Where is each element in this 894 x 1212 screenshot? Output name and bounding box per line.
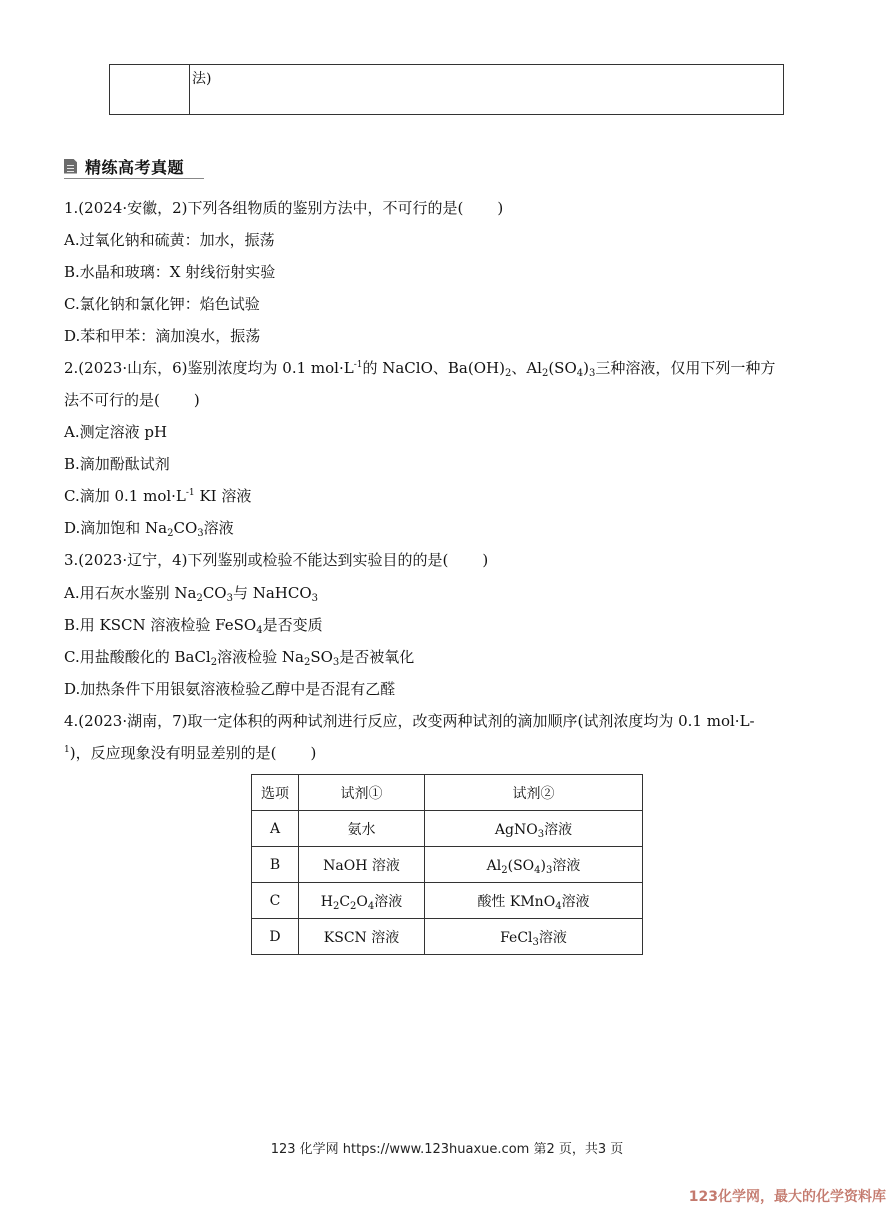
options-table (251, 774, 643, 955)
q1-option-b: B.水晶和玻璃：X 射线衍射实验 (64, 263, 276, 281)
q4-stem: 4.(2023·湖南，7)取一定体积的两种试剂进行反应，改变两种试剂的滴加顺序(试剂浓度均为 0.1 mol·L- (64, 712, 755, 730)
q3-option-d: D.加热条件下用银氨溶液检验乙醇中是否混有乙醛 (64, 680, 396, 698)
table-cell-reagent2: AgNO$_3$溶液 (425, 811, 643, 847)
q2-stem: 2.(2023·山东，6)鉴别浓度均为 0.1 $mol\cdot L^{-1}$的 NaClO、$Ba(OH)_2$、$Al_2(SO_4)_3$三种溶液，仅用下列一种方 (64, 359, 776, 379)
top-table-text-cell: 法) (192, 71, 212, 87)
q1-option-c: C.氯化钠和氯化钾：焰色试验 (64, 295, 260, 313)
table-cell-option: B (252, 847, 299, 883)
table-cell-reagent1: $H_2C_2O_4$溶液 (299, 883, 425, 919)
table-row (252, 919, 643, 955)
q4-stem-line2: $^1$)，反应现象没有明显差别的是( ) (64, 744, 317, 762)
top-table-empty-cell (110, 65, 190, 114)
q3-stem: 3.(2023·辽宁，4)下列鉴别或检验不能达到实验目的的是( ) (64, 551, 489, 569)
watermark: 123化学网，最大的化学资料库 (688, 1189, 886, 1205)
table-row (252, 883, 643, 919)
table-cell-reagent1: 氨水 (299, 811, 425, 847)
q3-option-a: A.用石灰水鉴别 $Na_2CO_3$与 NaHCO$_3$ (64, 584, 319, 604)
q2-option-c: C.滴加 0.1 $mol\cdot L^{-1}$ KI 溶液 (64, 487, 252, 505)
q3-option-b: B.用 KSCN 溶液检验 FeSO$_4$是否变质 (64, 616, 323, 636)
table-cell-option: A (252, 811, 299, 847)
page-footer: 123 化学网 https://www.123huaxue.com 第2 页，共3 页 (270, 1142, 624, 1157)
section-title: 精练高考真题 (85, 157, 185, 177)
q2-option-d: D.滴加饱和 $Na_2CO_3$溶液 (64, 519, 234, 539)
table-cell-reagent1: NaOH 溶液 (299, 847, 425, 883)
q2-option-b: B.滴加酚酞试剂 (64, 455, 170, 473)
q3-option-c: C.用盐酸酸化的 BaCl$_2$溶液检验 $Na_2SO_3$是否被氧化 (64, 648, 415, 668)
table-cell-reagent2: 酸性 KMnO$_4$溶液 (425, 883, 643, 919)
q2-stem-line2: 法不可行的是( ) (64, 391, 200, 409)
top-table-fragment (109, 64, 784, 115)
table-cell-reagent2: FeCl$_3$溶液 (425, 919, 643, 955)
q1-option-d: D.苯和甲苯：滴加溴水，振荡 (64, 327, 261, 345)
table-row (252, 811, 643, 847)
q2-option-a: A.测定溶液 pH (64, 423, 168, 441)
table-header-reagent2: 试剂② (425, 775, 643, 811)
table-cell-reagent1: KSCN 溶液 (299, 919, 425, 955)
section-heading (64, 154, 204, 179)
document-icon (64, 159, 77, 174)
table-row (252, 847, 643, 883)
q1-option-a: A.过氧化钠和硫黄：加水，振荡 (64, 231, 275, 249)
table-cell-option: D (252, 919, 299, 955)
table-header-row (252, 775, 643, 811)
table-cell-option: C (252, 883, 299, 919)
table-header-option: 选项 (252, 775, 299, 811)
table-header-reagent1: 试剂① (299, 775, 425, 811)
table-cell-reagent2: $Al_2(SO_4)_3$溶液 (425, 847, 643, 883)
q1-stem: 1.(2024·安徽，2)下列各组物质的鉴别方法中，不可行的是( ) (64, 199, 504, 217)
